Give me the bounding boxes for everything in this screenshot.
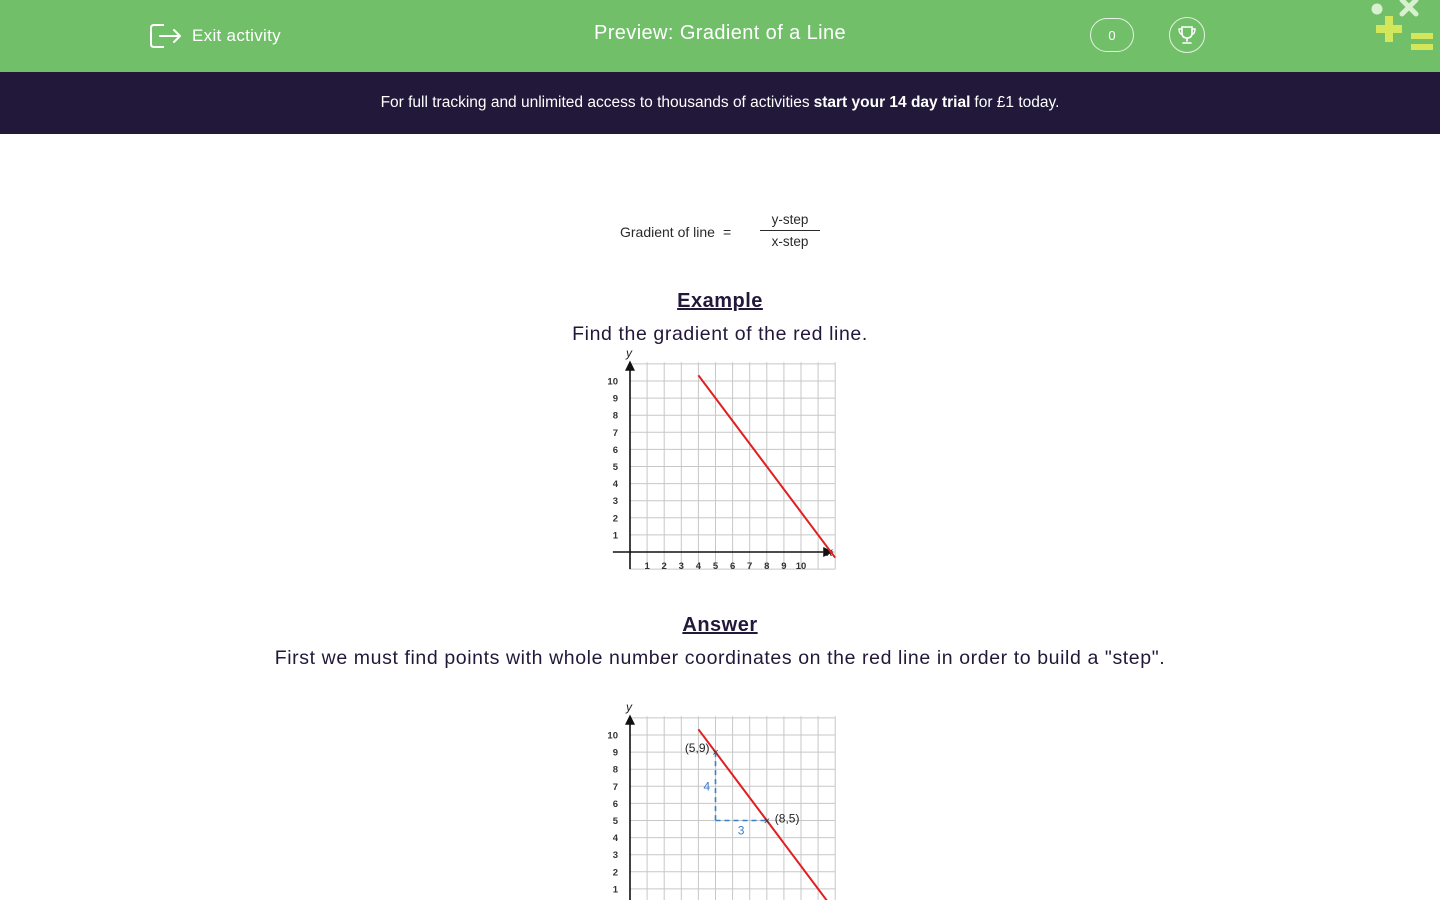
x-tick-label: 9 [781, 561, 787, 572]
y-tick-label: 10 [607, 730, 618, 742]
formula-numerator: y-step [760, 212, 820, 231]
y-tick-label: 1 [612, 884, 618, 896]
x-tick-label: 5 [712, 561, 719, 572]
y-tick-label: 10 [607, 376, 618, 388]
y-tick-label: 5 [612, 462, 618, 473]
y-tick-label: 8 [612, 764, 618, 776]
answer-graph [598, 700, 858, 900]
score-badge: 0 [1090, 18, 1134, 52]
top-bar [0, 0, 1440, 72]
y-tick-label: 3 [612, 496, 618, 508]
answer-heading: Answer [682, 614, 758, 636]
y-tick-label: 3 [612, 850, 618, 862]
x-tick-label: 2 [661, 561, 667, 572]
y-axis-arrow [625, 714, 635, 724]
x-axis-label: x [826, 545, 833, 559]
y-axis-arrow [625, 360, 635, 370]
formula-label: Gradient of line [620, 224, 715, 240]
point-label: (5,9) [684, 741, 710, 756]
activity-content [0, 134, 1440, 900]
banner-text: For full tracking and unlimited access to thousands of activities [380, 94, 810, 111]
point-marker: × [763, 815, 771, 828]
x-tick-label: 8 [764, 561, 770, 572]
point-marker: × [712, 747, 719, 760]
formula-fraction [760, 212, 820, 249]
y-tick-label: 6 [612, 444, 618, 456]
x-tick-label: 10 [795, 561, 807, 572]
example-graph [598, 346, 858, 578]
exit-activity-label[interactable]: Exit activity [192, 26, 281, 45]
y-tick-label: 4 [612, 833, 618, 845]
y-tick-label: 5 [612, 816, 618, 827]
rise-label: 4 [703, 779, 711, 794]
example-question: Find the gradient of the red line. [572, 323, 868, 345]
brand-logo-icon [1366, 0, 1440, 56]
y-tick-label: 9 [612, 393, 618, 405]
x-tick-label: 6 [729, 561, 736, 572]
trophy-icon [1176, 24, 1198, 46]
x-tick-label: 1 [644, 561, 650, 572]
y-tick-label: 2 [612, 513, 618, 525]
y-tick-label: 8 [612, 410, 618, 422]
y-tick-label: 9 [612, 747, 618, 759]
y-tick-label: 1 [612, 530, 618, 542]
start-trial-link[interactable]: start your 14 day trial [813, 94, 971, 111]
x-tick-label: 3 [678, 561, 684, 572]
trophy-button[interactable] [1169, 17, 1205, 53]
x-tick-label: 7 [747, 561, 753, 572]
y-tick-label: 2 [612, 867, 618, 879]
y-tick-label: 4 [612, 479, 618, 491]
x-tick-label: 4 [695, 561, 702, 572]
run-label: 3 [737, 823, 745, 838]
example-heading: Example [677, 290, 763, 312]
banner-text-end: for £1 today. [974, 94, 1060, 111]
formula-denominator: x-step [771, 234, 809, 249]
y-tick-label: 7 [612, 781, 618, 793]
y-axis-label: y [626, 700, 632, 715]
page-title: Preview: Gradient of a Line [593, 22, 847, 44]
y-tick-label: 6 [612, 798, 618, 810]
point-label: (8,5) [774, 811, 800, 826]
gradient-formula [620, 210, 731, 254]
answer-explanation: First we must find points with whole number coordinates on the red line in order to build a "step". [274, 647, 1166, 669]
y-tick-label: 7 [612, 427, 618, 439]
trial-banner [0, 72, 1440, 134]
formula-equals: = [722, 224, 732, 240]
y-axis-label: y [626, 346, 632, 361]
